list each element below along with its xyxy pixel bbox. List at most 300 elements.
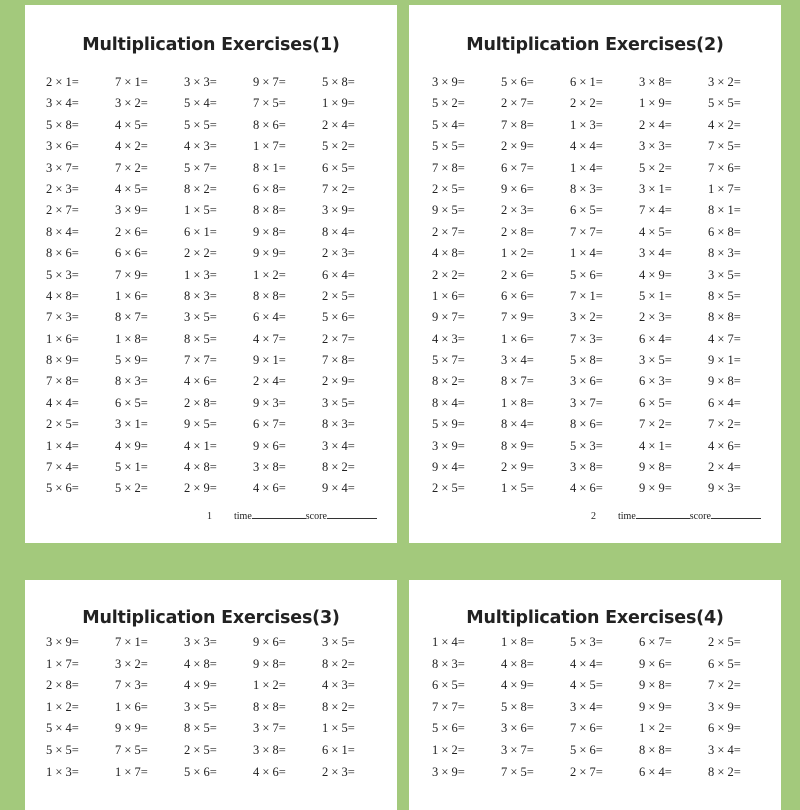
exercise-problem: 4 × 6= <box>570 481 603 496</box>
exercise-row <box>25 721 397 743</box>
exercise-problem: 2 × 9= <box>501 460 534 475</box>
exercise-problem: 3 × 5= <box>322 635 355 649</box>
exercise-problem: 6 × 5= <box>432 678 465 693</box>
score-label: score <box>305 511 327 522</box>
exercise-row <box>409 721 781 743</box>
exercise-problem: 7 × 3= <box>115 678 148 693</box>
exercise-problem: 5 × 6= <box>46 481 79 496</box>
exercise-problem: 6 × 7= <box>639 635 672 649</box>
exercise-problem: 5 × 6= <box>184 764 217 779</box>
exercise-problem: 3 × 5= <box>639 353 672 368</box>
exercise-problem: 2 × 8= <box>184 395 217 410</box>
exercise-problem: 8 × 5= <box>184 331 217 346</box>
exercise-row <box>409 635 781 657</box>
exercise-problem: 6 × 5= <box>322 160 355 175</box>
exercise-problem: 4 × 3= <box>432 331 465 346</box>
exercise-row <box>409 310 781 331</box>
exercise-grid <box>25 75 397 503</box>
exercise-problem: 1 × 6= <box>501 331 534 346</box>
exercise-problem: 4 × 2= <box>115 139 148 154</box>
page-number: 2 <box>591 511 596 522</box>
score-blank[interactable] <box>711 510 761 519</box>
exercise-problem: 6 × 6= <box>115 246 148 261</box>
exercise-problem: 1 × 5= <box>184 203 217 218</box>
exercise-problem: 2 × 5= <box>46 417 79 432</box>
exercise-problem: 9 × 9= <box>253 246 286 261</box>
exercise-problem: 7 × 2= <box>708 417 741 432</box>
exercise-problem: 7 × 5= <box>708 139 741 154</box>
exercise-problem: 2 × 3= <box>46 181 79 196</box>
exercise-problem: 6 × 5= <box>708 656 741 671</box>
exercise-problem: 2 × 8= <box>501 224 534 239</box>
exercise-problem: 3 × 9= <box>432 764 465 779</box>
exercise-row <box>409 657 781 679</box>
exercise-problem: 5 × 2= <box>322 139 355 154</box>
exercise-problem: 8 × 7= <box>115 310 148 325</box>
exercise-problem: 7 × 2= <box>115 160 148 175</box>
exercise-problem: 4 × 1= <box>639 438 672 453</box>
worksheet-title: Multiplication Exercises(2) <box>466 35 724 55</box>
exercise-problem: 5 × 9= <box>115 353 148 368</box>
exercise-problem: 5 × 5= <box>184 117 217 132</box>
worksheet-footer <box>207 510 377 522</box>
exercise-row <box>25 225 397 246</box>
exercise-problem: 5 × 3= <box>46 267 79 282</box>
exercise-problem: 1 × 3= <box>184 267 217 282</box>
exercise-row <box>409 203 781 224</box>
exercise-row <box>25 182 397 203</box>
exercise-problem: 1 × 7= <box>253 139 286 154</box>
exercise-problem: 2 × 9= <box>184 481 217 496</box>
worksheet-page-3 <box>25 580 397 810</box>
exercise-problem: 9 × 6= <box>253 438 286 453</box>
exercise-problem: 5 × 5= <box>432 139 465 154</box>
exercise-problem: 8 × 2= <box>432 374 465 389</box>
exercise-problem: 2 × 5= <box>708 635 741 649</box>
exercise-problem: 2 × 3= <box>501 203 534 218</box>
exercise-problem: 5 × 2= <box>639 160 672 175</box>
exercise-problem: 7 × 4= <box>639 203 672 218</box>
time-blank[interactable] <box>636 510 690 519</box>
exercise-problem: 7 × 3= <box>570 331 603 346</box>
exercise-problem: 3 × 4= <box>708 742 741 757</box>
exercise-row <box>25 743 397 765</box>
exercise-problem: 4 × 9= <box>184 678 217 693</box>
exercise-problem: 3 × 8= <box>570 460 603 475</box>
exercise-problem: 2 × 1= <box>46 75 79 89</box>
exercise-problem: 2 × 8= <box>46 678 79 693</box>
exercise-problem: 2 × 7= <box>570 764 603 779</box>
exercise-problem: 3 × 2= <box>115 96 148 111</box>
exercise-problem: 5 × 6= <box>501 75 534 89</box>
exercise-problem: 3 × 9= <box>115 203 148 218</box>
exercise-problem: 6 × 4= <box>322 267 355 282</box>
exercise-problem: 3 × 2= <box>115 656 148 671</box>
exercise-problem: 4 × 4= <box>46 395 79 410</box>
exercise-problem: 7 × 4= <box>46 460 79 475</box>
exercise-problem: 5 × 2= <box>432 96 465 111</box>
exercise-row <box>409 396 781 417</box>
exercise-row <box>25 374 397 395</box>
exercise-problem: 4 × 7= <box>708 331 741 346</box>
exercise-problem: 3 × 4= <box>501 353 534 368</box>
exercise-problem: 9 × 9= <box>639 699 672 714</box>
exercise-problem: 1 × 3= <box>570 117 603 132</box>
exercise-problem: 3 × 1= <box>639 181 672 196</box>
exercise-problem: 6 × 1= <box>184 224 217 239</box>
exercise-problem: 8 × 7= <box>501 374 534 389</box>
exercise-row <box>25 118 397 139</box>
exercise-problem: 1 × 5= <box>322 721 355 736</box>
exercise-problem: 7 × 6= <box>708 160 741 175</box>
time-label: time <box>618 511 636 522</box>
exercise-problem: 9 × 8= <box>253 656 286 671</box>
exercise-problem: 6 × 9= <box>708 721 741 736</box>
exercise-problem: 8 × 4= <box>46 224 79 239</box>
exercise-problem: 9 × 5= <box>432 203 465 218</box>
exercise-problem: 2 × 3= <box>322 246 355 261</box>
exercise-problem: 3 × 8= <box>639 75 672 89</box>
score-label: score <box>689 511 711 522</box>
exercise-problem: 3 × 3= <box>184 635 217 649</box>
exercise-problem: 8 × 2= <box>322 699 355 714</box>
worksheet-page-2 <box>409 5 781 543</box>
exercise-row <box>409 678 781 700</box>
exercise-problem: 8 × 1= <box>253 160 286 175</box>
worksheet-title: Multiplication Exercises(1) <box>82 35 340 55</box>
exercise-problem: 4 × 5= <box>570 678 603 693</box>
exercise-row <box>409 439 781 460</box>
exercise-problem: 9 × 8= <box>639 678 672 693</box>
exercise-problem: 2 × 5= <box>184 742 217 757</box>
exercise-problem: 9 × 1= <box>253 353 286 368</box>
exercise-problem: 3 × 9= <box>708 699 741 714</box>
exercise-problem: 6 × 5= <box>115 395 148 410</box>
exercise-row <box>409 332 781 353</box>
exercise-problem: 3 × 7= <box>253 721 286 736</box>
time-blank[interactable] <box>252 510 306 519</box>
exercise-problem: 8 × 9= <box>501 438 534 453</box>
exercise-problem: 7 × 7= <box>432 699 465 714</box>
exercise-row <box>409 743 781 765</box>
exercise-problem: 7 × 1= <box>115 75 148 89</box>
exercise-problem: 7 × 3= <box>46 310 79 325</box>
exercise-problem: 8 × 8= <box>639 742 672 757</box>
exercise-row <box>25 289 397 310</box>
exercise-problem: 8 × 2= <box>322 656 355 671</box>
exercise-problem: 1 × 4= <box>570 246 603 261</box>
exercise-problem: 2 × 7= <box>322 331 355 346</box>
exercise-problem: 2 × 5= <box>322 288 355 303</box>
exercise-problem: 4 × 4= <box>570 656 603 671</box>
exercise-problem: 4 × 6= <box>708 438 741 453</box>
exercise-problem: 9 × 6= <box>639 656 672 671</box>
exercise-problem: 3 × 6= <box>570 374 603 389</box>
exercise-problem: 7 × 2= <box>322 181 355 196</box>
exercise-problem: 1 × 7= <box>115 764 148 779</box>
exercise-grid <box>409 635 781 786</box>
exercise-problem: 3 × 2= <box>708 75 741 89</box>
exercise-problem: 2 × 2= <box>570 96 603 111</box>
exercise-problem: 6 × 4= <box>253 310 286 325</box>
exercise-problem: 5 × 8= <box>322 75 355 89</box>
exercise-problem: 1 × 2= <box>46 699 79 714</box>
exercise-problem: 4 × 9= <box>115 438 148 453</box>
exercise-problem: 2 × 6= <box>115 224 148 239</box>
exercise-problem: 9 × 9= <box>639 481 672 496</box>
exercise-problem: 1 × 7= <box>46 656 79 671</box>
exercise-row <box>25 700 397 722</box>
exercise-problem: 6 × 1= <box>322 742 355 757</box>
exercise-problem: 4 × 8= <box>46 288 79 303</box>
exercise-problem: 8 × 8= <box>253 288 286 303</box>
exercise-problem: 2 × 6= <box>501 267 534 282</box>
exercise-problem: 5 × 3= <box>570 438 603 453</box>
exercise-problem: 9 × 3= <box>708 481 741 496</box>
exercise-row <box>25 657 397 679</box>
exercise-row <box>409 374 781 395</box>
exercise-problem: 4 × 2= <box>708 117 741 132</box>
exercise-problem: 1 × 3= <box>46 764 79 779</box>
exercise-problem: 9 × 5= <box>184 417 217 432</box>
exercise-problem: 1 × 8= <box>501 395 534 410</box>
exercise-problem: 3 × 7= <box>501 742 534 757</box>
exercise-problem: 8 × 5= <box>708 288 741 303</box>
exercise-problem: 8 × 6= <box>570 417 603 432</box>
exercise-problem: 4 × 3= <box>184 139 217 154</box>
exercise-row <box>25 268 397 289</box>
exercise-problem: 8 × 6= <box>253 117 286 132</box>
exercise-problem: 4 × 5= <box>639 224 672 239</box>
exercise-problem: 5 × 5= <box>46 742 79 757</box>
exercise-problem: 7 × 5= <box>115 742 148 757</box>
exercise-problem: 1 × 6= <box>46 331 79 346</box>
exercise-row <box>25 139 397 160</box>
exercise-row <box>409 353 781 374</box>
exercise-problem: 5 × 2= <box>115 481 148 496</box>
exercise-problem: 8 × 3= <box>708 246 741 261</box>
exercise-row <box>25 460 397 481</box>
exercise-problem: 1 × 2= <box>432 742 465 757</box>
exercise-problem: 5 × 8= <box>46 117 79 132</box>
exercise-problem: 7 × 7= <box>184 353 217 368</box>
exercise-problem: 1 × 4= <box>570 160 603 175</box>
exercise-row <box>409 96 781 117</box>
exercise-problem: 5 × 7= <box>432 353 465 368</box>
exercise-problem: 1 × 9= <box>639 96 672 111</box>
exercise-problem: 4 × 8= <box>184 656 217 671</box>
exercise-problem: 7 × 7= <box>570 224 603 239</box>
exercise-problem: 2 × 3= <box>322 764 355 779</box>
exercise-problem: 3 × 9= <box>322 203 355 218</box>
exercise-row <box>409 417 781 438</box>
exercise-problem: 5 × 1= <box>639 288 672 303</box>
exercise-problem: 6 × 4= <box>639 764 672 779</box>
exercise-problem: 8 × 9= <box>46 353 79 368</box>
exercise-problem: 3 × 6= <box>46 139 79 154</box>
worksheet-footer <box>591 510 761 522</box>
exercise-problem: 7 × 9= <box>115 267 148 282</box>
exercise-problem: 6 × 7= <box>501 160 534 175</box>
exercise-row <box>25 678 397 700</box>
exercise-row <box>409 289 781 310</box>
exercise-problem: 3 × 8= <box>253 742 286 757</box>
exercise-problem: 6 × 5= <box>570 203 603 218</box>
exercise-problem: 2 × 9= <box>322 374 355 389</box>
exercise-problem: 5 × 1= <box>115 460 148 475</box>
exercise-problem: 2 × 5= <box>432 181 465 196</box>
exercise-problem: 6 × 8= <box>708 224 741 239</box>
exercise-problem: 8 × 5= <box>184 721 217 736</box>
exercise-problem: 4 × 8= <box>501 656 534 671</box>
exercise-problem: 8 × 2= <box>708 764 741 779</box>
exercise-row <box>25 439 397 460</box>
exercise-problem: 3 × 4= <box>639 246 672 261</box>
exercise-problem: 1 × 6= <box>432 288 465 303</box>
time-label: time <box>234 511 252 522</box>
exercise-row <box>25 481 397 502</box>
exercise-problem: 3 × 2= <box>570 310 603 325</box>
exercise-problem: 1 × 7= <box>708 181 741 196</box>
exercise-problem: 2 × 7= <box>46 203 79 218</box>
exercise-problem: 4 × 9= <box>501 678 534 693</box>
exercise-problem: 6 × 6= <box>501 288 534 303</box>
exercise-problem: 1 × 5= <box>501 481 534 496</box>
exercise-problem: 5 × 9= <box>432 417 465 432</box>
exercise-problem: 7 × 8= <box>46 374 79 389</box>
exercise-problem: 2 × 9= <box>501 139 534 154</box>
exercise-row <box>409 118 781 139</box>
exercise-problem: 3 × 5= <box>184 310 217 325</box>
exercise-problem: 8 × 1= <box>708 203 741 218</box>
exercise-row <box>25 417 397 438</box>
exercise-problem: 2 × 4= <box>253 374 286 389</box>
exercise-problem: 1 × 4= <box>432 635 465 649</box>
worksheet-page-1 <box>25 5 397 543</box>
exercise-problem: 3 × 9= <box>432 438 465 453</box>
exercise-problem: 7 × 5= <box>501 764 534 779</box>
exercise-row <box>409 481 781 502</box>
exercise-problem: 3 × 4= <box>46 96 79 111</box>
worksheet-title: Multiplication Exercises(3) <box>82 608 340 628</box>
exercise-problem: 9 × 7= <box>432 310 465 325</box>
exercise-problem: 4 × 5= <box>115 181 148 196</box>
exercise-problem: 9 × 7= <box>253 75 286 89</box>
exercise-problem: 7 × 2= <box>708 678 741 693</box>
exercise-problem: 9 × 8= <box>639 460 672 475</box>
exercise-problem: 6 × 7= <box>253 417 286 432</box>
exercise-problem: 7 × 9= <box>501 310 534 325</box>
exercise-row <box>25 332 397 353</box>
exercise-row <box>25 765 397 787</box>
worksheet-page-4 <box>409 580 781 810</box>
exercise-problem: 5 × 6= <box>570 742 603 757</box>
exercise-problem: 2 × 2= <box>184 246 217 261</box>
exercise-problem: 1 × 4= <box>46 438 79 453</box>
exercise-problem: 7 × 5= <box>253 96 286 111</box>
exercise-problem: 4 × 9= <box>639 267 672 282</box>
exercise-row <box>25 310 397 331</box>
exercise-row <box>409 246 781 267</box>
exercise-row <box>409 700 781 722</box>
exercise-problem: 4 × 1= <box>184 438 217 453</box>
worksheet-title: Multiplication Exercises(4) <box>466 608 724 628</box>
score-blank[interactable] <box>327 510 377 519</box>
exercise-problem: 5 × 3= <box>570 635 603 649</box>
exercise-row <box>25 203 397 224</box>
exercise-row <box>409 268 781 289</box>
exercise-problem: 6 × 3= <box>639 374 672 389</box>
exercise-problem: 3 × 9= <box>432 75 465 89</box>
exercise-row <box>25 396 397 417</box>
exercise-problem: 3 × 4= <box>322 438 355 453</box>
exercise-problem: 4 × 6= <box>253 764 286 779</box>
exercise-row <box>409 225 781 246</box>
exercise-problem: 2 × 4= <box>639 117 672 132</box>
exercise-problem: 3 × 7= <box>46 160 79 175</box>
exercise-problem: 4 × 5= <box>115 117 148 132</box>
exercise-row <box>409 765 781 787</box>
exercise-problem: 5 × 5= <box>708 96 741 111</box>
exercise-row <box>25 353 397 374</box>
exercise-problem: 1 × 2= <box>639 721 672 736</box>
exercise-problem: 8 × 3= <box>432 656 465 671</box>
exercise-row <box>409 161 781 182</box>
exercise-row <box>25 246 397 267</box>
exercise-problem: 1 × 6= <box>115 288 148 303</box>
exercise-problem: 1 × 2= <box>253 267 286 282</box>
exercise-problem: 7 × 1= <box>570 288 603 303</box>
exercise-problem: 8 × 6= <box>46 246 79 261</box>
exercise-problem: 1 × 8= <box>115 331 148 346</box>
exercise-problem: 9 × 3= <box>253 395 286 410</box>
exercise-problem: 5 × 4= <box>432 117 465 132</box>
exercise-problem: 4 × 8= <box>184 460 217 475</box>
exercise-problem: 2 × 4= <box>708 460 741 475</box>
exercise-problem: 8 × 4= <box>432 395 465 410</box>
exercise-problem: 2 × 7= <box>432 224 465 239</box>
exercise-problem: 4 × 6= <box>184 374 217 389</box>
exercise-grid <box>409 75 781 503</box>
exercise-row <box>409 139 781 160</box>
exercise-problem: 5 × 8= <box>570 353 603 368</box>
exercise-problem: 4 × 4= <box>570 139 603 154</box>
exercise-problem: 3 × 8= <box>253 460 286 475</box>
exercise-problem: 4 × 3= <box>322 678 355 693</box>
exercise-problem: 8 × 3= <box>570 181 603 196</box>
exercise-problem: 5 × 6= <box>570 267 603 282</box>
exercise-problem: 9 × 9= <box>115 721 148 736</box>
exercise-problem: 6 × 8= <box>253 181 286 196</box>
exercise-problem: 9 × 4= <box>322 481 355 496</box>
exercise-problem: 8 × 8= <box>708 310 741 325</box>
exercise-problem: 3 × 5= <box>708 267 741 282</box>
exercise-problem: 6 × 4= <box>708 395 741 410</box>
exercise-problem: 3 × 5= <box>322 395 355 410</box>
exercise-problem: 3 × 1= <box>115 417 148 432</box>
exercise-problem: 7 × 6= <box>570 721 603 736</box>
exercise-problem: 9 × 6= <box>253 635 286 649</box>
exercise-problem: 2 × 5= <box>432 481 465 496</box>
exercise-row <box>25 96 397 117</box>
exercise-problem: 5 × 8= <box>501 699 534 714</box>
exercise-problem: 8 × 8= <box>253 203 286 218</box>
exercise-problem: 5 × 6= <box>322 310 355 325</box>
exercise-problem: 9 × 6= <box>501 181 534 196</box>
exercise-problem: 7 × 8= <box>432 160 465 175</box>
exercise-problem: 8 × 4= <box>501 417 534 432</box>
exercise-problem: 8 × 3= <box>184 288 217 303</box>
